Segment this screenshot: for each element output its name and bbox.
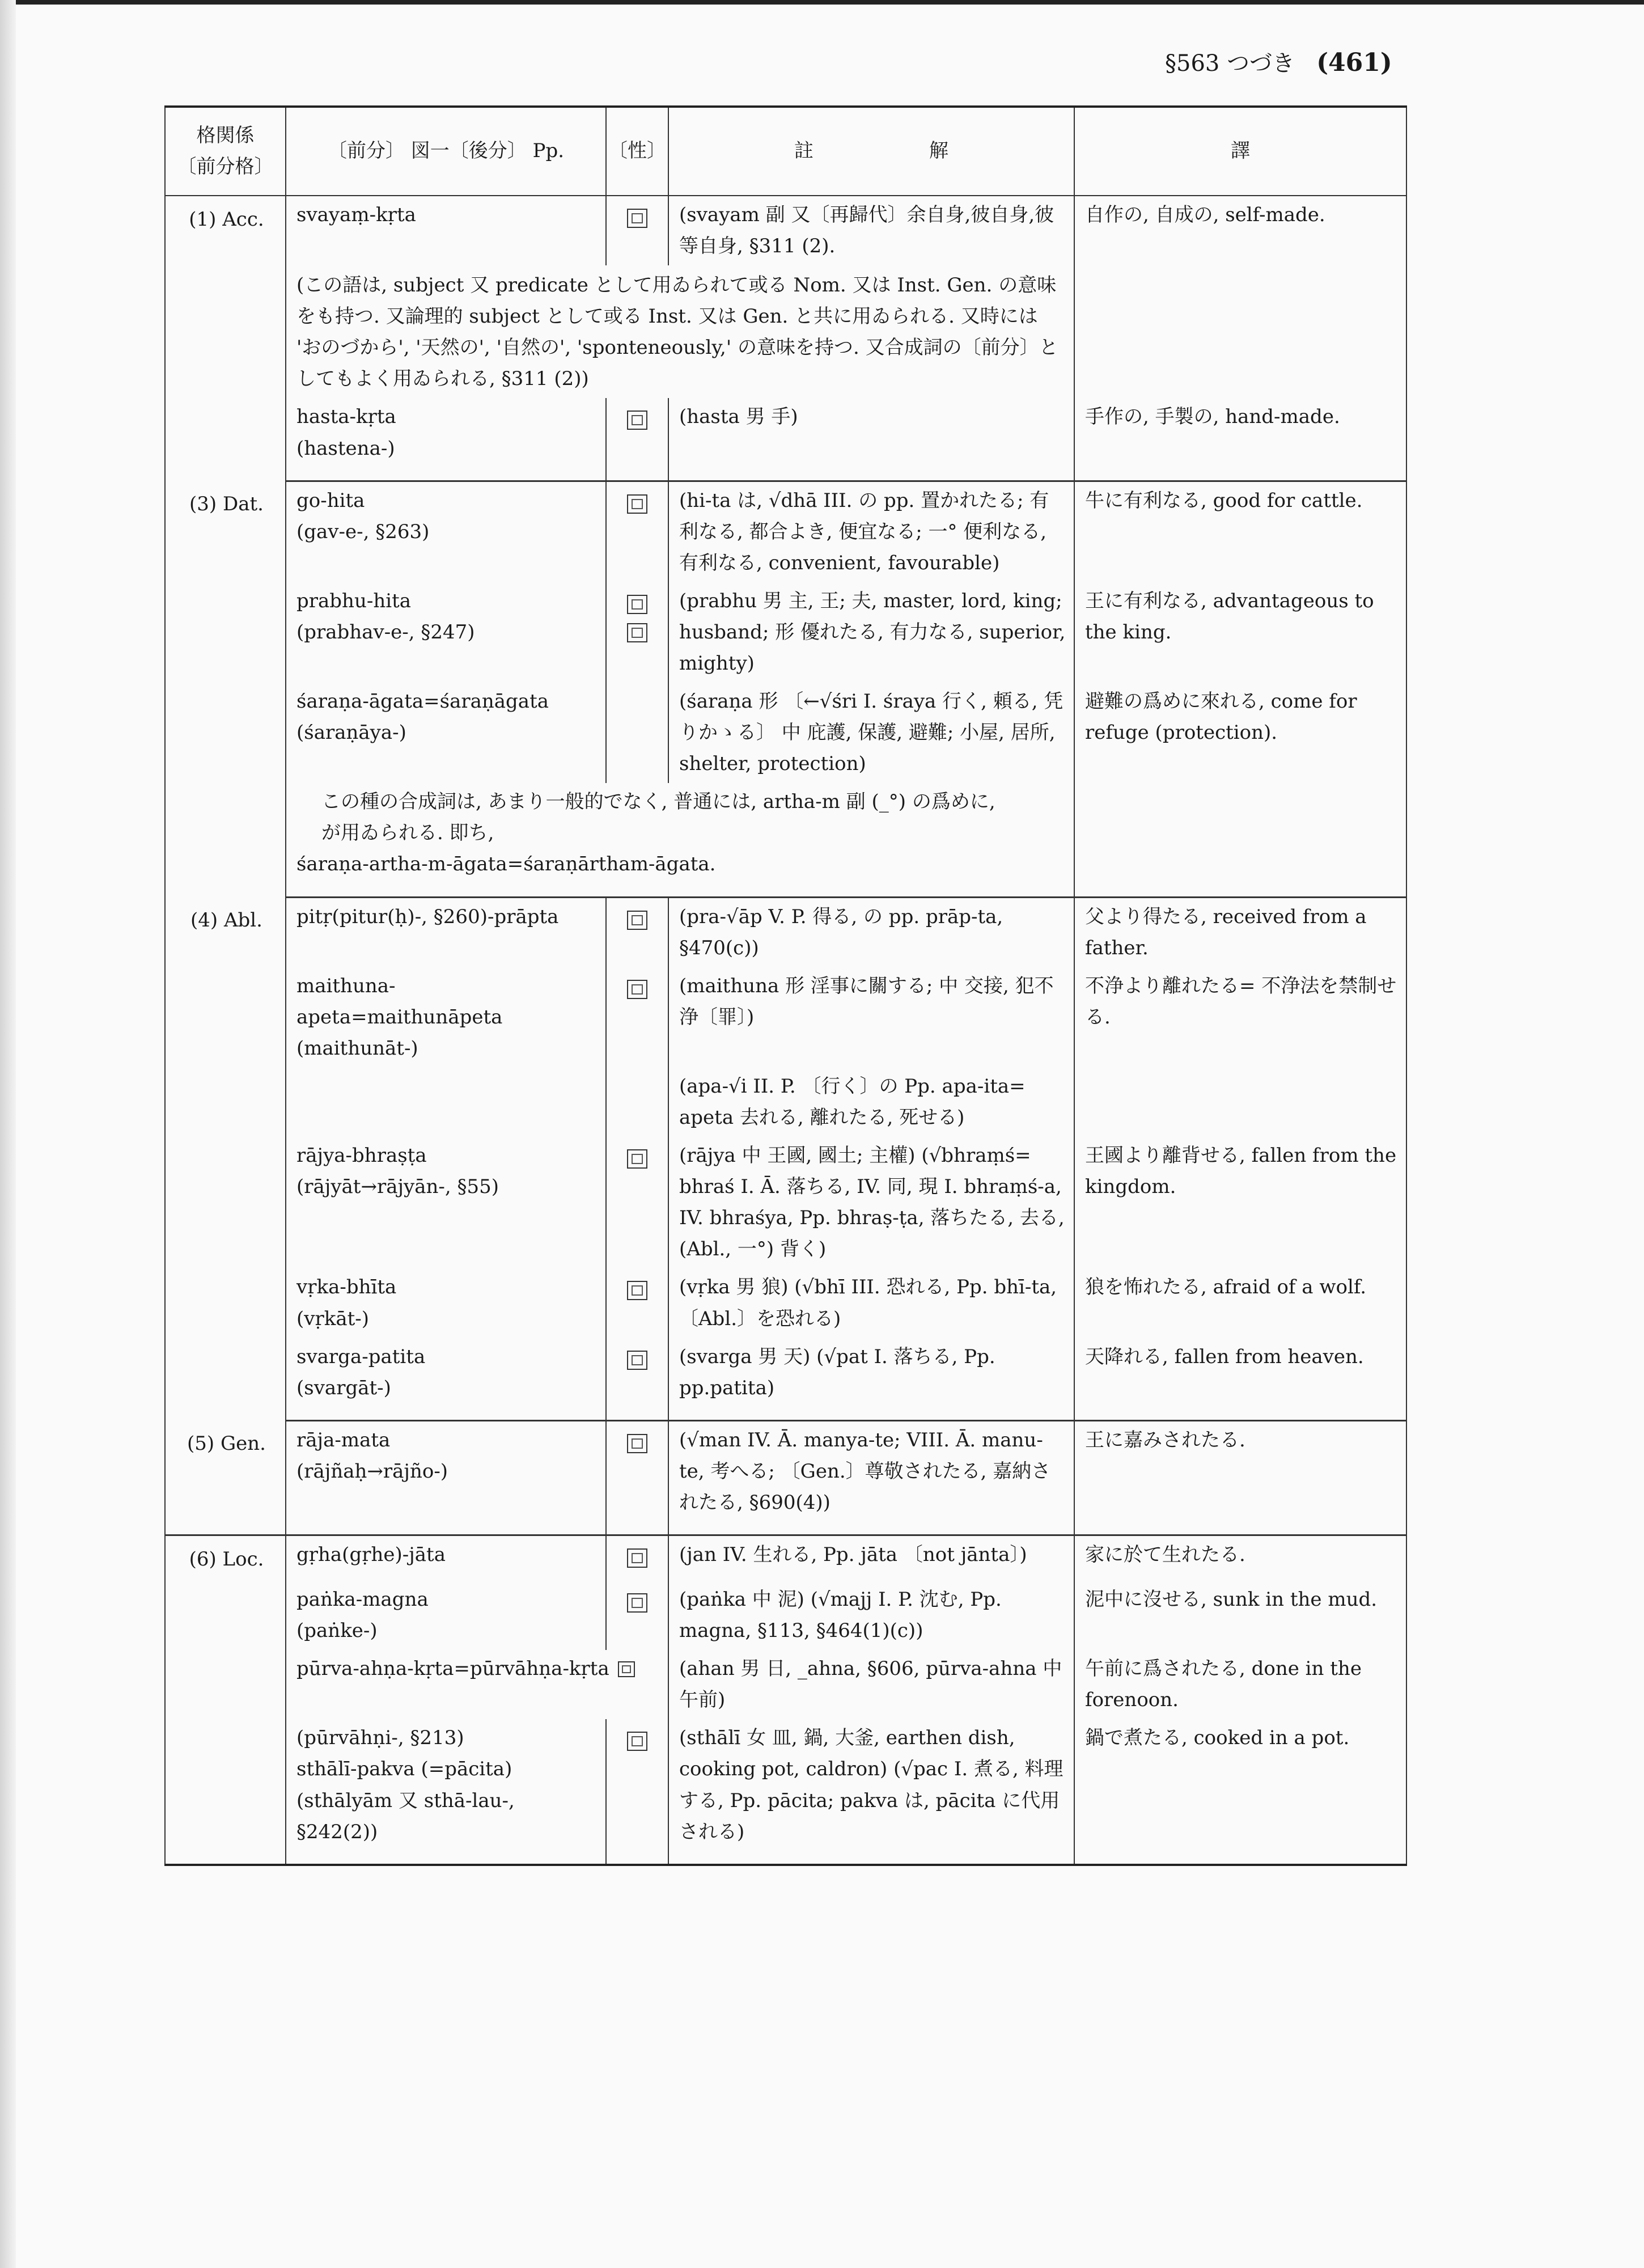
compound-cell xyxy=(286,398,606,481)
compound-word: pūrva-ahṇa-kṛta=pūrvāhṇa-kṛta xyxy=(296,1657,609,1681)
note-cell: (svayam 副 又〔再歸代〕余自身,彼自身,彼等自身, §311 (2). xyxy=(668,196,1074,265)
table-row xyxy=(165,783,1406,897)
case-form: (śaraṇāya-) xyxy=(296,721,406,744)
header-gender: 〔性〕 xyxy=(606,107,668,196)
gender-cell xyxy=(606,1068,668,1137)
compound-word: prabhu-hita xyxy=(296,589,412,612)
table-row xyxy=(165,1068,1406,1137)
table-row xyxy=(165,1338,1406,1421)
compound-cell xyxy=(286,1068,606,1137)
table-header-row xyxy=(165,107,1406,196)
translation-cell: 不浄より離れたる= 不浄法を禁制せる. xyxy=(1074,967,1406,1068)
compound-cell xyxy=(286,1581,606,1650)
compound-cell xyxy=(286,582,606,683)
section-label: §563 つづき xyxy=(1165,50,1295,77)
gender-cell xyxy=(606,398,668,481)
table-row xyxy=(165,1535,1406,1581)
compound-cell xyxy=(286,1650,668,1719)
translation-cell: 王に有利なる, advantageous to the king. xyxy=(1074,582,1406,683)
adjective-gender-icon xyxy=(627,1593,647,1613)
note-cell: (jan IV. 生れる, Pp. jāta 〔not jānta〕) xyxy=(668,1535,1074,1581)
adjective-gender-icon xyxy=(627,1732,647,1751)
compound-word: svayaṃ-kṛta xyxy=(286,196,606,265)
note-cell: (prabhu 男 主, 王; 夫, master, lord, king; husband; 形 優れたる, 有力なる, superior, mighty) xyxy=(668,582,1074,683)
case-form: (rājyāt→rājyān-, §55) xyxy=(296,1175,499,1199)
compound-word: maithuna-apeta=maithunāpeta xyxy=(296,974,503,1029)
translation-cell xyxy=(1074,265,1406,398)
translation-cell: 自作の, 自成の, self-made. xyxy=(1074,196,1406,265)
compound-word: rājya-bhraṣṭa xyxy=(296,1144,427,1167)
translation-cell: 牛に有利なる, good for cattle. xyxy=(1074,481,1406,582)
gender-cell xyxy=(606,1581,668,1650)
gender-cell xyxy=(606,1420,668,1535)
note-cell: (rājya 中 王國, 國土; 主權) (√bhraṃś= bhraś I. Ā. 落ちる, IV. 同, 現 I. bhraṃś-a, IV. bhraśya, Pp. bhraṣ-ṭa, 落ちたる, 去る, (Abl., 一°) 背く) xyxy=(668,1137,1074,1268)
adjective-gender-icon xyxy=(627,980,647,999)
compound-cell xyxy=(286,1420,606,1535)
compound-word: paṅka-magna xyxy=(296,1588,429,1611)
translation-cell: 避難の爲めに來れる, come for refuge (protection). xyxy=(1074,683,1406,783)
table-row xyxy=(165,398,1406,481)
wide-note: この種の合成詞は, あまり一般的でなく, 普通には, artha-m 副 (_°) の爲めに, が用ゐられる. 即ち, śaraṇa-artha-m-āgata=śaraṇārtham-āgata. xyxy=(286,783,1074,897)
case-label-dat: (3) Dat. xyxy=(165,481,286,897)
adjective-gender-icon xyxy=(627,911,647,930)
case-label-loc: (6) Loc. xyxy=(165,1535,286,1864)
table-row xyxy=(165,1719,1406,1864)
page-top-rule xyxy=(0,0,1644,5)
compound-word: hasta-kṛta xyxy=(296,405,396,429)
translation-cell: 午前に爲されたる, done in the forenoon. xyxy=(1074,1650,1406,1719)
table-row xyxy=(165,967,1406,1068)
case-form: (hastena-) xyxy=(296,437,395,460)
gender-cell xyxy=(606,481,668,582)
note-cell: (vṛka 男 狼) (√bhī III. 恐れる, Pp. bhī-ta, 〔Abl.〕を恐れる) xyxy=(668,1268,1074,1338)
compound-cell xyxy=(286,1268,606,1338)
note-cell: (√man IV. Ā. manya-te; VIII. Ā. manu-te, 考へる; 〔Gen.〕尊敬されたる, 嘉納されたる, §690(4)) xyxy=(668,1420,1074,1535)
note-cell: (sthālī 女 皿, 鍋, 大釜, earthen dish, cooking pot, caldron) (√pac I. 煮る, 料理する, Pp. pācita; pakva は, pācita に代用される) xyxy=(668,1719,1074,1864)
case-form: (sthālyām 又 sthā-lau-, §242(2)) xyxy=(296,1789,515,1843)
case-form: (prabhav-e-, §247) xyxy=(296,620,475,644)
compound-table xyxy=(164,105,1407,1866)
adjective-gender-icon xyxy=(627,1281,647,1300)
gender-cell xyxy=(606,1338,668,1421)
adjective-gender-icon xyxy=(627,1434,647,1453)
note-cell: (śaraṇa 形 〔←√śri I. śraya 行く, 頼る, 凭りかゝる〕 中 庇護, 保護, 避難; 小屋, 居所, shelter, protection) xyxy=(668,683,1074,783)
compound-cell xyxy=(286,967,606,1068)
table-row xyxy=(165,897,1406,967)
gender-cell xyxy=(606,967,668,1068)
translation-cell: 王國より離背せる, fallen from the kingdom. xyxy=(1074,1137,1406,1268)
page-number: (461) xyxy=(1316,48,1392,77)
table-row xyxy=(165,1650,1406,1719)
compound-cell xyxy=(286,1137,606,1268)
compound-word: rāja-mata xyxy=(296,1428,391,1452)
gender-cell xyxy=(606,897,668,967)
translation-cell: 家に於て生れたる. xyxy=(1074,1535,1406,1581)
wide-note: (この語は, subject 又 predicate として用ゐられて或る Nom. 又は Inst. Gen. の意味をも持つ. 又論理的 subject として或る Inst. 又は Gen. と共に用ゐられる. 又時には 'おのづから', '天然の', '自然の', 'sponteneously,' の意味を持つ. 又合成詞の〔前分〕としてもよく用ゐられる, §311 (2)) xyxy=(286,265,1074,398)
case-form: (pūrvāhṇi-, §213) xyxy=(296,1727,464,1750)
translation-cell: 狼を怖れたる, afraid of a wolf. xyxy=(1074,1268,1406,1338)
adjective-gender-icon xyxy=(627,1351,647,1370)
adjective-gender-icon xyxy=(627,1548,647,1568)
compound-word: sthālī-pakva (=pācita) xyxy=(296,1758,512,1781)
compound-word: gṛha(gṛhe)-jāta xyxy=(286,1535,606,1581)
adjective-gender-icon xyxy=(627,595,647,614)
gender-cell xyxy=(606,1719,668,1864)
case-form: (svargāt-) xyxy=(296,1376,391,1399)
note-cell: (svarga 男 天) (√pat I. 落ちる, Pp. pp.patita) xyxy=(668,1338,1074,1421)
case-form: (gav-e-, §263) xyxy=(296,520,430,543)
note-cell: (hasta 男 手) xyxy=(668,398,1074,481)
adjective-gender-icon xyxy=(627,209,647,228)
note-cell: (paṅka 中 泥) (√majj I. P. 沈む, Pp. magna, §113, §464(1)(c)) xyxy=(668,1581,1074,1650)
scan-edge-shadow xyxy=(0,0,16,2268)
case-form: (maithunāt-) xyxy=(296,1036,418,1060)
adjective-gender-icon xyxy=(627,1149,647,1169)
note-cell: (pra-√āp V. P. 得る, の pp. prāp-ta, §470(c)) xyxy=(668,897,1074,967)
gender-cell xyxy=(606,1535,668,1581)
note-cell: (hi-ta は, √dhā III. の pp. 置かれたる; 有利なる, 都合よき, 便宜なる; 一° 便利なる, 有利なる, convenient, favourable) xyxy=(668,481,1074,582)
translation-cell: 泥中に沒せる, sunk in the mud. xyxy=(1074,1581,1406,1650)
note-cell: (maithuna 形 淫事に關する; 中 交接, 犯不浄〔罪〕) xyxy=(668,967,1074,1068)
case-form: (vṛkāt-) xyxy=(296,1307,370,1330)
translation-cell: 天降れる, fallen from heaven. xyxy=(1074,1338,1406,1421)
header-case-relation: 格関係 〔前分格〕 xyxy=(165,107,286,196)
adjective-gender-icon xyxy=(627,411,647,430)
case-label-acc: (1) Acc. xyxy=(165,196,286,481)
translation-cell: 手作の, 手製の, hand-made. xyxy=(1074,398,1406,481)
compound-word: vṛka-bhīta xyxy=(296,1276,397,1299)
page-header xyxy=(1165,45,1392,78)
compound-cell xyxy=(286,1719,606,1864)
case-form: (paṅke-) xyxy=(296,1619,378,1643)
table-row xyxy=(165,1581,1406,1650)
case-form: (rājñaḥ→rājño-) xyxy=(296,1459,448,1483)
adjective-gender-icon xyxy=(627,623,647,642)
gender-cell xyxy=(606,1268,668,1338)
compound-word: svarga-patita xyxy=(296,1345,426,1368)
gender-cell xyxy=(606,683,668,783)
translation-cell: 父より得たる, received from a father. xyxy=(1074,897,1406,967)
case-label-abl: (4) Abl. xyxy=(165,897,286,1420)
compound-word: go-hita xyxy=(296,489,365,512)
table-row xyxy=(165,683,1406,783)
note-cell: (ahan 男 日, _ahna, §606, pūrva-ahna 中 午前) xyxy=(668,1650,1074,1719)
translation-cell: 鍋で煮たる, cooked in a pot. xyxy=(1074,1719,1406,1864)
header-notes: 註 解 xyxy=(668,107,1074,196)
header-compound: 〔前分〕 図一〔後分〕 Pp. xyxy=(286,107,606,196)
table-row xyxy=(165,1137,1406,1268)
note-cell: (apa-√i II. P. 〔行く〕の Pp. apa-ita= apeta 去れる, 離れたる, 死せる) xyxy=(668,1068,1074,1137)
table-row xyxy=(165,196,1406,265)
table-row xyxy=(165,582,1406,683)
compound-cell xyxy=(286,1338,606,1421)
compound-cell xyxy=(286,683,606,783)
compound-word: pitṛ(pitur(ḥ)-, §260)-prāpta xyxy=(286,897,606,967)
gender-cell xyxy=(606,196,668,265)
header-translation: 譯 xyxy=(1074,107,1406,196)
gender-cell xyxy=(606,582,668,683)
gender-cell xyxy=(606,1137,668,1268)
table-row xyxy=(165,481,1406,582)
translation-cell xyxy=(1074,783,1406,897)
table-row xyxy=(165,1268,1406,1338)
translation-cell xyxy=(1074,1068,1406,1137)
adjective-gender-icon xyxy=(618,1661,635,1677)
translation-cell: 王に嘉みされたる. xyxy=(1074,1420,1406,1535)
adjective-gender-icon xyxy=(627,494,647,514)
table-row xyxy=(165,265,1406,398)
table-row xyxy=(165,1420,1406,1535)
case-label-gen: (5) Gen. xyxy=(165,1420,286,1535)
compound-cell xyxy=(286,481,606,582)
compound-word: śaraṇa-āgata=śaraṇāgata xyxy=(296,690,549,713)
